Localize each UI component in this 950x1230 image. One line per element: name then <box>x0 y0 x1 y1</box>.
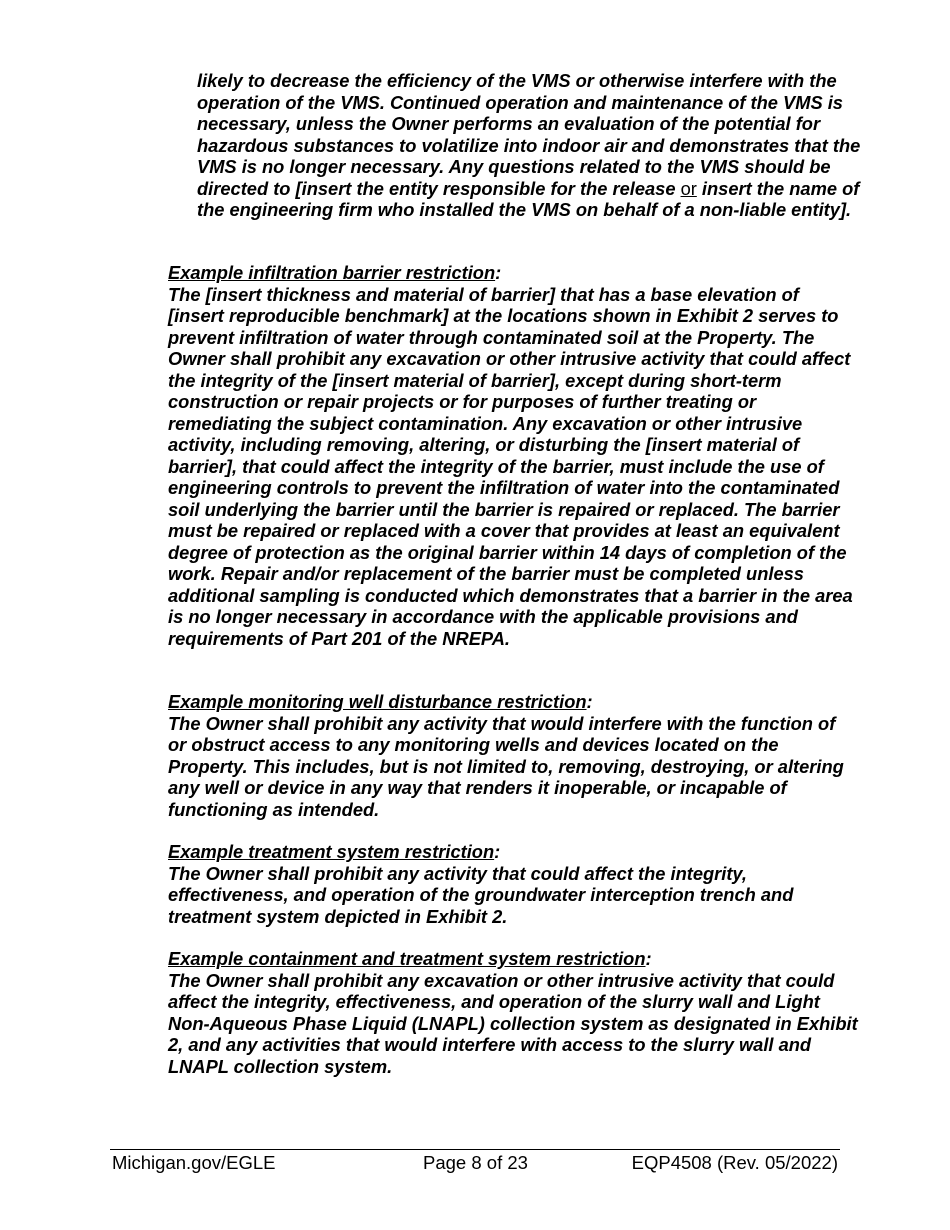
heading-colon: : <box>645 948 652 969</box>
section-body: The Owner shall prohibit any activity that could affect the integrity, effectiveness, and operation of the groundwater interception trench and treatment system depicted in Exhibit 2. <box>168 862 794 927</box>
section-body: The Owner shall prohibit any activity that would interfere with the function of or obstruct access to any monitoring wells and devices located on the Property. This includes, but is not limited to, removing, destroying, or altering any well or device in any way that renders it inoperable, or incapable of functioning as intended. <box>168 712 844 820</box>
section-monitoring-well <box>168 691 858 820</box>
section-heading: Example containment and treatment system restriction <box>168 948 646 969</box>
section-body: The Owner shall prohibit any excavation or other intrusive activity that could affect the integrity, effectiveness, and operation of the slurry wall and Light Non-Aqueous Phase Liquid (LNAPL) collection system as designated in Exhibit 2, and any activities that would interfere with access to the slurry wall and LNAPL collection system. <box>168 969 858 1077</box>
footer-divider <box>110 1149 840 1150</box>
footer-form-id: EQP4508 (Rev. 05/2022) <box>631 1152 838 1173</box>
section-heading: Example monitoring well disturbance restriction <box>168 691 587 712</box>
heading-colon: : <box>494 841 501 862</box>
section-heading: Example infiltration barrier restriction <box>168 262 496 283</box>
intro-or-word: or <box>680 177 697 199</box>
section-treatment-system <box>168 841 858 927</box>
section-body: The [insert thickness and material of barrier] that has a base elevation of [insert reproducible benchmark] at the locations shown in Exhibit 2 serves to prevent infiltration of water through contaminated soil at the Property. The Owner shall prohibit any excavation or other intrusive activity that could affect the integrity of the [insert material of barrier], except during short-term construction or repair projects or for purposes of further treating or remediating the subject contamination. Any excavation or other intrusive activity, including removing, altering, or disturbing the [insert material of barrier], that could affect the integrity of the barrier, must include the use of engineering controls to prevent the infiltration of water into the contaminated soil underlying the barrier until the barrier is repaired or replaced. The barrier must be repaired or replaced with a cover that provides at least an equivalent degree of protection as the original barrier within 14 days of completion of the work. Repair and/or replacement of the barrier must be completed unless additional sampling is conducted which demonstrates that a barrier in the area is no longer necessary in accordance with the applicable provisions and requirements of Part 201 of the NREPA. <box>168 283 853 649</box>
footer-page-number: Page 8 of 23 <box>423 1152 528 1173</box>
intro-paragraph <box>197 70 877 221</box>
heading-colon: : <box>586 691 593 712</box>
intro-text-before: likely to decrease the efficiency of the VMS or otherwise interfere with the operation of the VMS. Continued operation and maintenance of the VMS is necessary, unless the Owner performs an evaluation of the potential for hazardous substances to volatilize into indoor air and demonstrates that the VMS is no longer necessary. Any questions related to the VMS should be directed to [insert the entity responsible for the release <box>197 70 861 199</box>
heading-colon: : <box>495 262 502 283</box>
section-infiltration-barrier <box>168 262 858 649</box>
footer-website: Michigan.gov/EGLE <box>112 1152 276 1173</box>
intro-text-after: insert the name of the engineering firm who installed the VMS on behalf of a non-liable entity]. <box>197 177 860 220</box>
section-heading: Example treatment system restriction <box>168 841 495 862</box>
section-containment-treatment <box>168 948 858 1077</box>
